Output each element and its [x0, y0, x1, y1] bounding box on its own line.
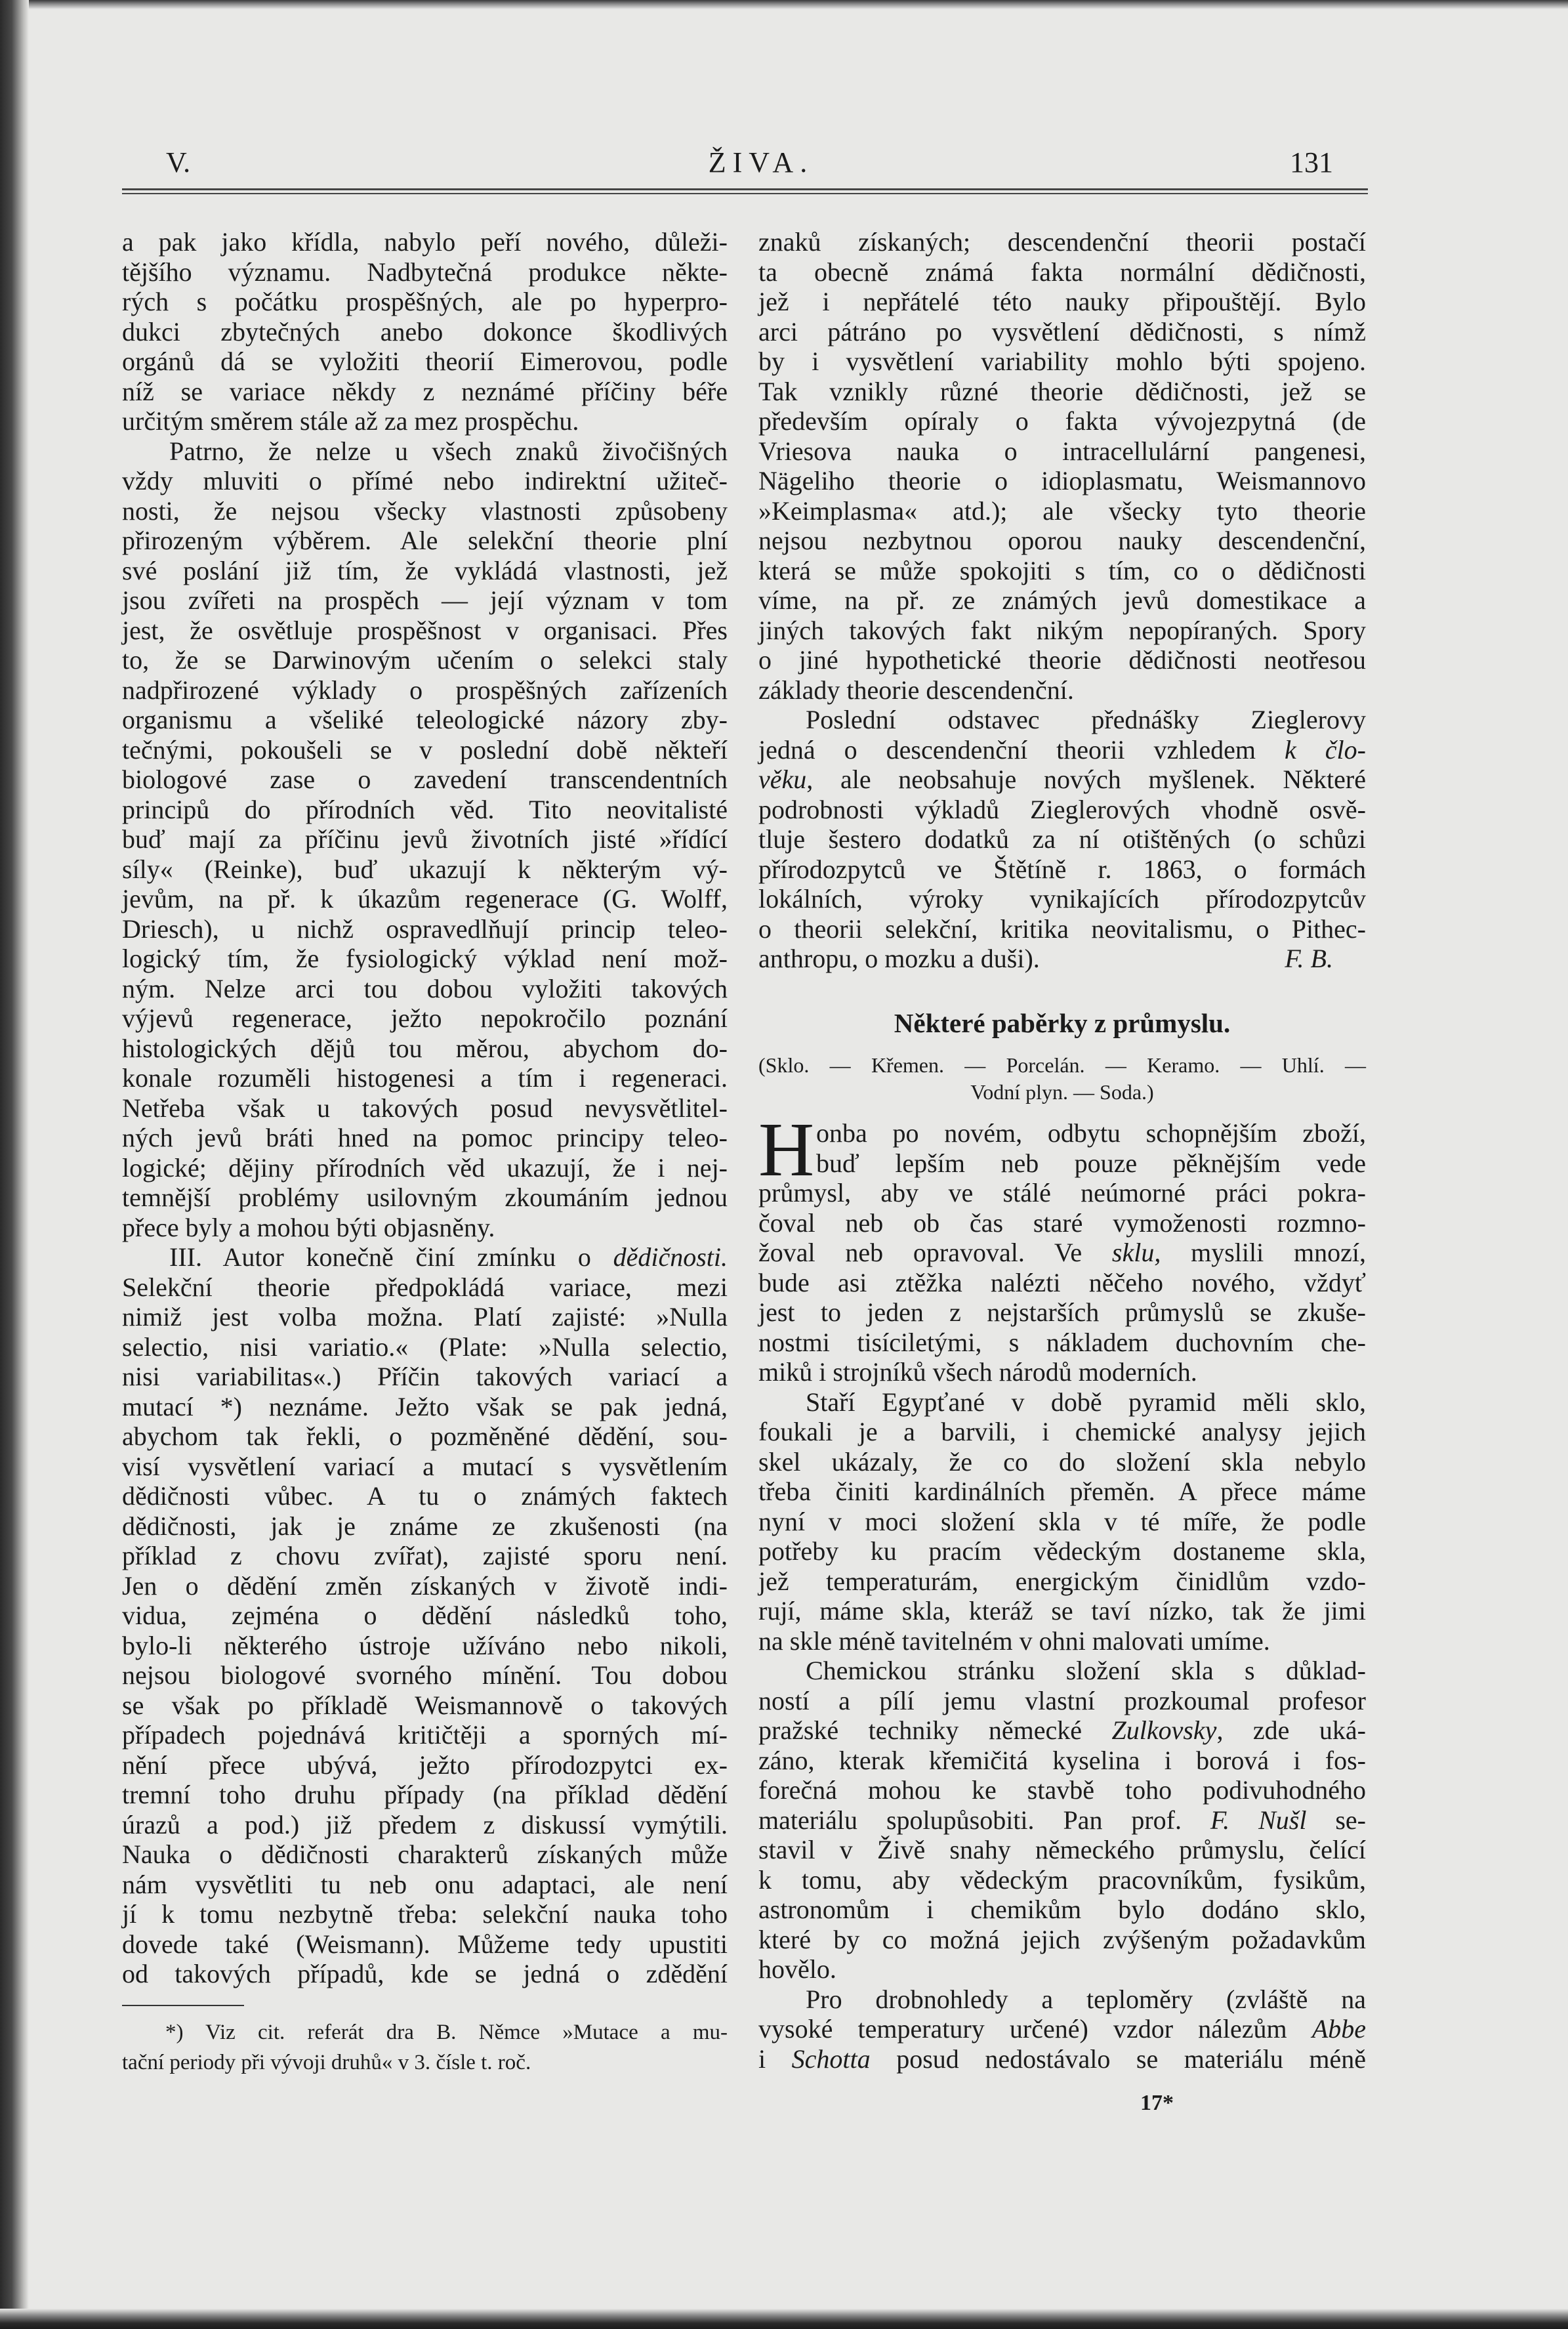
text-line: Netřeba však u takových posud nevysvětlitel-	[122, 1093, 728, 1123]
text-line	[758, 2014, 1366, 2044]
text-segment: i	[758, 2044, 792, 2074]
text-line: Nauka o dědičnosti charakterů získaných může	[122, 1839, 728, 1869]
page-number: 131	[1290, 146, 1333, 178]
text-line: na skle méně tavitelném v ohni malovati umíme.	[758, 1626, 1270, 1656]
text-line: onba po novém, odbytu schopnějším zboží,	[816, 1118, 1366, 1148]
author-initials: F. B.	[1285, 944, 1333, 973]
text-line: se však po příkladě Weismannově o takových	[122, 1690, 728, 1720]
text-line: záno, kterak křemičitá kyselina i borová i fos-	[758, 1745, 1366, 1775]
text-line	[122, 1242, 728, 1272]
paragraph	[758, 227, 1366, 705]
text-line: hovělo.	[758, 1954, 836, 1984]
text-line: miků i strojníků všech národů moderních.	[758, 1357, 1197, 1387]
text-line	[758, 1715, 1366, 1746]
text-line: ným. Nelze arci tou dobou vyložiti takových	[122, 973, 728, 1003]
text-line: od takových případů, kde se jedná o zdědění	[122, 1959, 728, 1988]
footnote	[122, 2017, 728, 2078]
text-line: tějšího významu. Nadbytečná produkce někte-	[122, 257, 728, 287]
text-line: dědičnosti vůbec. A tu o známých faktech	[122, 1481, 728, 1511]
text-line: Patrno, že nelze u všech znaků živočišných	[169, 436, 728, 466]
text-line: principů do přírodních věd. Tito neovitalisté	[122, 794, 728, 824]
text-line: víme, na př. ze známých jevů domestikace a	[758, 585, 1366, 615]
text-line: síly« (Reinke), buď ukazují k některým vý-	[122, 854, 728, 884]
text-line: selectio, nisi variatio.« (Plate: »Nulla selectio,	[122, 1332, 728, 1362]
text-line: *) Viz cit. referát dra B. Němce »Mutace a mu-	[165, 2021, 728, 2044]
text-line: nejsou nezbytnou oporou nauky descendenční,	[758, 526, 1366, 555]
text-line: čoval neb ob čas staré vymoženosti rozmno-	[758, 1207, 1366, 1238]
text-line: histologických dějů tou měrou, abychom do-	[122, 1033, 728, 1063]
text-line	[758, 1805, 1366, 1836]
text-line: bylo-li některého ústroje užíváno nebo nikoli,	[122, 1630, 728, 1660]
article-subtitle	[758, 1052, 1366, 1106]
text-line: průmysl, aby ve stálé neúmorné práci pokra-	[758, 1178, 1366, 1207]
text-line: bude asi ztěžka nalézti něčeho nového, vždyť	[758, 1267, 1366, 1297]
footnote-rule	[122, 2005, 244, 2006]
text-line: »Keimplasma« atd.); ale všecky tyto theorie	[758, 495, 1366, 526]
subtitle-line: (Sklo. — Křemen. — Porcelán. — Keramo. — Uhlí. —	[758, 1053, 1366, 1077]
text-line: organismu a všeliké teleologické názory zby-	[122, 705, 728, 734]
text-line: by i vysvětlení variability mohlo býti spojeno.	[758, 346, 1366, 376]
text-line: nimiž jest volba možna. Platí zajisté: »Nulla	[122, 1302, 728, 1332]
text-line: o jiné hypothetické theorie dědičnosti neotřesou	[758, 645, 1366, 675]
text-line: temnější problémy usilovným zkoumáním jednou	[122, 1183, 728, 1212]
text-segment: , zde uká-	[1216, 1715, 1366, 1745]
text-line: především opíraly o fakta vývojezpytná (de	[758, 406, 1366, 436]
text-segment: , ale neobsahuje nových myšlenek. Některé	[806, 765, 1366, 794]
text-segment: materiálu spolupůsobiti. Pan prof.	[758, 1805, 1210, 1835]
text-line: konale rozuměli histogenesi a tím i regeneraci.	[122, 1063, 728, 1093]
text-line	[758, 1238, 1366, 1268]
text-line: potřeby ku pracím vědeckým dostaneme skla,	[758, 1536, 1366, 1566]
text-line: příklad z chovu zvířat), zajisté sporu není.	[122, 1541, 728, 1570]
emphasized-text: Schotta	[791, 2044, 871, 2074]
signature-mark: 17*	[1140, 2091, 1174, 2115]
text-line: výjevů regenerace, ježto nepokročilo poznání	[122, 1003, 728, 1033]
text-line: Vriesova nauka o intracellulární pangenesi,	[758, 436, 1366, 466]
text-segment: se-	[1306, 1805, 1367, 1835]
text-line: rují, máme skla, kteráž se taví nízko, tak že jimi	[758, 1596, 1366, 1626]
text-line: a pak jako křídla, nabylo peří nového, důleži-	[122, 227, 728, 257]
text-line: nyní v moci složení skla v té míře, že podle	[758, 1506, 1366, 1536]
text-segment: myslili mnozí,	[1161, 1238, 1366, 1267]
text-line: přirozeným výběrem. Ale selekční theorie plní	[122, 526, 728, 555]
article-body	[758, 1106, 1367, 2074]
text-line: Tak vznikly různé theorie dědičnosti, jež se	[758, 376, 1366, 406]
text-line: vždy mluviti o přímé nebo indirektní užiteč-	[122, 466, 728, 495]
text-line: tační periody při vývoji druhů« v 3. čísle t. roč.	[122, 2051, 531, 2074]
text-line: vidua, zejména o dědění následků toho,	[122, 1601, 728, 1630]
text-line: nostmi tisíciletými, s nákladem duchovním che-	[758, 1327, 1366, 1357]
emphasized-text: Zulkovsky	[1111, 1715, 1217, 1745]
text-line: přírodozpytců ve Štětíně r. 1863, o formách	[758, 854, 1366, 884]
text-line: která se může spokojiti s tím, co o dědičnosti	[758, 555, 1366, 585]
text-line: abychom tak řekli, o pozměněné dědění, sou-	[122, 1421, 728, 1451]
scan-edge-bottom	[0, 2309, 1568, 2329]
paragraph	[758, 1984, 1366, 2074]
text-segment: posud nedostávalo se materiálu méně	[870, 2044, 1366, 2074]
article-title: Některé paběrky z průmyslu.	[894, 1008, 1231, 1038]
text-line: níž se variace někdy z neznámé příčiny béře	[122, 376, 728, 406]
text-line: Driesch), u nichž ospravedlňují princip teleo-	[122, 913, 728, 944]
text-line: Selekční theorie předpokládá variace, mezi	[122, 1272, 728, 1302]
text-line: logické; dějiny přírodních věd ukazují, že i nej-	[122, 1152, 728, 1183]
text-line: stavil v Živě snahy německého průmyslu, čelící	[758, 1835, 1366, 1864]
text-line: Pro drobnohledy a teploměry (zvláště na	[806, 1984, 1366, 2014]
text-line: orgánů dá se vyložiti theorií Eimerovou, podle	[122, 346, 728, 376]
text-line: ností a pílí jemu vlastní prozkoumal profesor	[758, 1685, 1366, 1715]
scan-edge-top	[0, 0, 1568, 9]
text-line: nadpřirozené výklady o prospěšných zařízeních	[122, 675, 728, 705]
text-line: nosti, že nejsou všecky vlastnosti způsobeny	[122, 495, 728, 526]
text-line: určitým směrem stále až za mez prospěchu.	[122, 406, 579, 436]
volume-number: V.	[166, 146, 191, 178]
text-line: tremní toho druhu případy (na příklad dědění	[122, 1780, 728, 1809]
text-segment: pražské techniky německé	[758, 1715, 1112, 1745]
text-line: jež temperaturám, energickým činidlům vzdo-	[758, 1566, 1366, 1596]
text-line: které by co možná jejich zvýšeným požadavkům	[758, 1924, 1366, 1954]
text-line: Nägeliho theorie o idioplasmatu, Weismannovo	[758, 466, 1366, 495]
text-line: úrazů a pod.) již předem z diskussí vymýtili.	[122, 1809, 728, 1839]
text-line: buď mají za příčinu jevů životních jisté »řídící	[122, 824, 728, 854]
text-line: visí vysvětlení variací a mutací s vysvětlením	[122, 1451, 728, 1481]
text-line: nám vysvětliti tu neb onu adaptaci, ale není	[122, 1869, 728, 1899]
right-column-continuation	[758, 227, 1366, 974]
paragraph	[758, 705, 1366, 974]
emphasized-text: F. Nušl	[1210, 1805, 1307, 1835]
text-line: Chemickou stránku složení skla s důklad-	[806, 1656, 1366, 1685]
paragraph	[758, 1656, 1366, 1984]
text-line: jest to jeden z nejstarších průmyslů se zkuše-	[758, 1297, 1366, 1327]
text-line: forečná mohou ke stavbě toho podivuhodného	[758, 1775, 1366, 1805]
text-line: dědičnosti, jak je známe ze zkušenosti (na	[122, 1511, 728, 1541]
text-line: znaků získaných; descendenční theorii postačí	[758, 227, 1366, 257]
subtitle-line: Vodní plyn. — Soda.)	[970, 1080, 1154, 1104]
text-line: ta obecně známá fakta normální dědičnosti,	[758, 257, 1366, 287]
text-line: rých s počátku prospěšných, ale po hyperpro-	[122, 287, 728, 316]
text-line: základy theorie descendenční.	[758, 675, 1074, 705]
text-line: případech pojednává kritičtěji a sporných mí-	[122, 1720, 728, 1750]
text-line	[758, 735, 1366, 765]
text-line	[758, 765, 1366, 795]
emphasized-text: Abbe	[1311, 2014, 1366, 2044]
scan-edge-left	[0, 0, 29, 2329]
text-line: ných jevů bráti hned na pomoc principy teleo-	[122, 1123, 728, 1152]
text-segment: III. Autor konečně činí zmínku o	[169, 1242, 613, 1272]
text-line: anthropu, o mozku a duši).	[758, 944, 1040, 973]
text-segment: vysoké temperatury určené) vzdor nálezům	[758, 2014, 1312, 2044]
text-segment: jedná o descendenční theorii vzhledem	[758, 734, 1285, 765]
text-line: foukali je a barvili, i chemické analysy jejich	[758, 1417, 1366, 1446]
text-line: biologové zase o zavedení transcendentních	[122, 765, 728, 794]
text-line: jest, že osvětluje prospěšnost v organisaci. Přes	[122, 615, 728, 645]
text-line: dukci zbytečných anebo dokonce škodlivých	[122, 316, 728, 346]
text-line: jež i nepřátelé této nauky připouštějí. Bylo	[758, 287, 1366, 316]
paragraph	[758, 1387, 1366, 1656]
text-line: lokálních, výroky vynikajících přírodozpytcův	[758, 884, 1366, 913]
text-line: jevům, na př. k úkazům regenerace (G. Wolff,	[122, 884, 728, 913]
text-line: jiných takových fakt nikým nepopíraných. Spory	[758, 615, 1366, 645]
paragraph	[122, 436, 728, 1243]
text-line: jsou zvířeti na prospěch — její význam v tom	[122, 585, 728, 615]
text-line: Poslední odstavec přednášky Zieglerovy	[806, 705, 1366, 734]
text-line: tečnými, pokoušeli se v poslední době někteří	[122, 734, 728, 765]
text-line: tluje šestero dodatků za ní otištěných (o schůzi	[758, 824, 1366, 854]
text-line: Staří Egypťané v době pyramid měli sklo,	[806, 1387, 1366, 1417]
emphasized-text: sklu,	[1111, 1238, 1161, 1267]
text-line: mutací *) neznáme. Ježto však se pak jedná,	[122, 1391, 728, 1421]
text-line: podrobnosti výkladů Zieglerových vhodně osvě-	[758, 794, 1366, 824]
text-line: logický tím, že fysiologický výklad není mož-	[122, 944, 728, 973]
paragraph	[758, 1106, 1366, 1387]
text-line: přece byly a mohou býti objasněny.	[122, 1212, 495, 1242]
text-line: dovede také (Weismann). Můžeme tedy upustiti	[122, 1929, 728, 1959]
text-line: nisi variabilitas«.) Příčin takových variací a	[122, 1362, 728, 1391]
text-line: nejsou biologové svorného mínění. Tou dobou	[122, 1660, 728, 1690]
text-line: to, že se Darwinovým učením o selekci staly	[122, 645, 728, 675]
paragraph	[122, 1242, 728, 1989]
emphasized-text: věku	[758, 765, 807, 794]
emphasized-text: dědičnosti.	[613, 1242, 728, 1272]
text-segment: žoval neb opravoval. Ve	[758, 1238, 1112, 1267]
paragraph	[122, 227, 728, 436]
text-line: arci pátráno po vysvětlení dědičnosti, s nímž	[758, 316, 1366, 346]
drop-cap: H	[758, 1106, 815, 1192]
text-line: k tomu, aby vědeckým pracovníkům, fysikům,	[758, 1864, 1366, 1895]
text-line: své poslání již tím, že vykládá vlastnosti, jež	[122, 555, 728, 585]
header-rule	[122, 193, 1368, 194]
header-rule	[122, 188, 1368, 190]
left-column	[122, 227, 728, 1989]
text-line: astronomům i chemikům bylo dodáno sklo,	[758, 1895, 1366, 1924]
text-line: nění přece ubývá, ježto přírodozpytci ex-	[122, 1750, 728, 1780]
text-line: o theorii selekční, kritika neovitalismu, o Pithec-	[758, 913, 1366, 944]
text-line: skel ukázaly, že co do složení skla nebylo	[758, 1446, 1366, 1477]
text-line	[758, 2044, 1366, 2074]
text-line: třeba činiti kardinálních přeměn. A přece máme	[758, 1477, 1366, 1506]
text-line: buď lepším neb pouze pěknějším vede	[816, 1148, 1366, 1178]
journal-title: ŽIVA.	[708, 146, 814, 178]
text-line: jí k tomu nezbytně třeba: selekční nauka toho	[122, 1899, 728, 1929]
emphasized-text: k člo-	[1285, 734, 1366, 765]
text-line: Jen o dědění změn získaných v životě indi-	[122, 1570, 728, 1601]
